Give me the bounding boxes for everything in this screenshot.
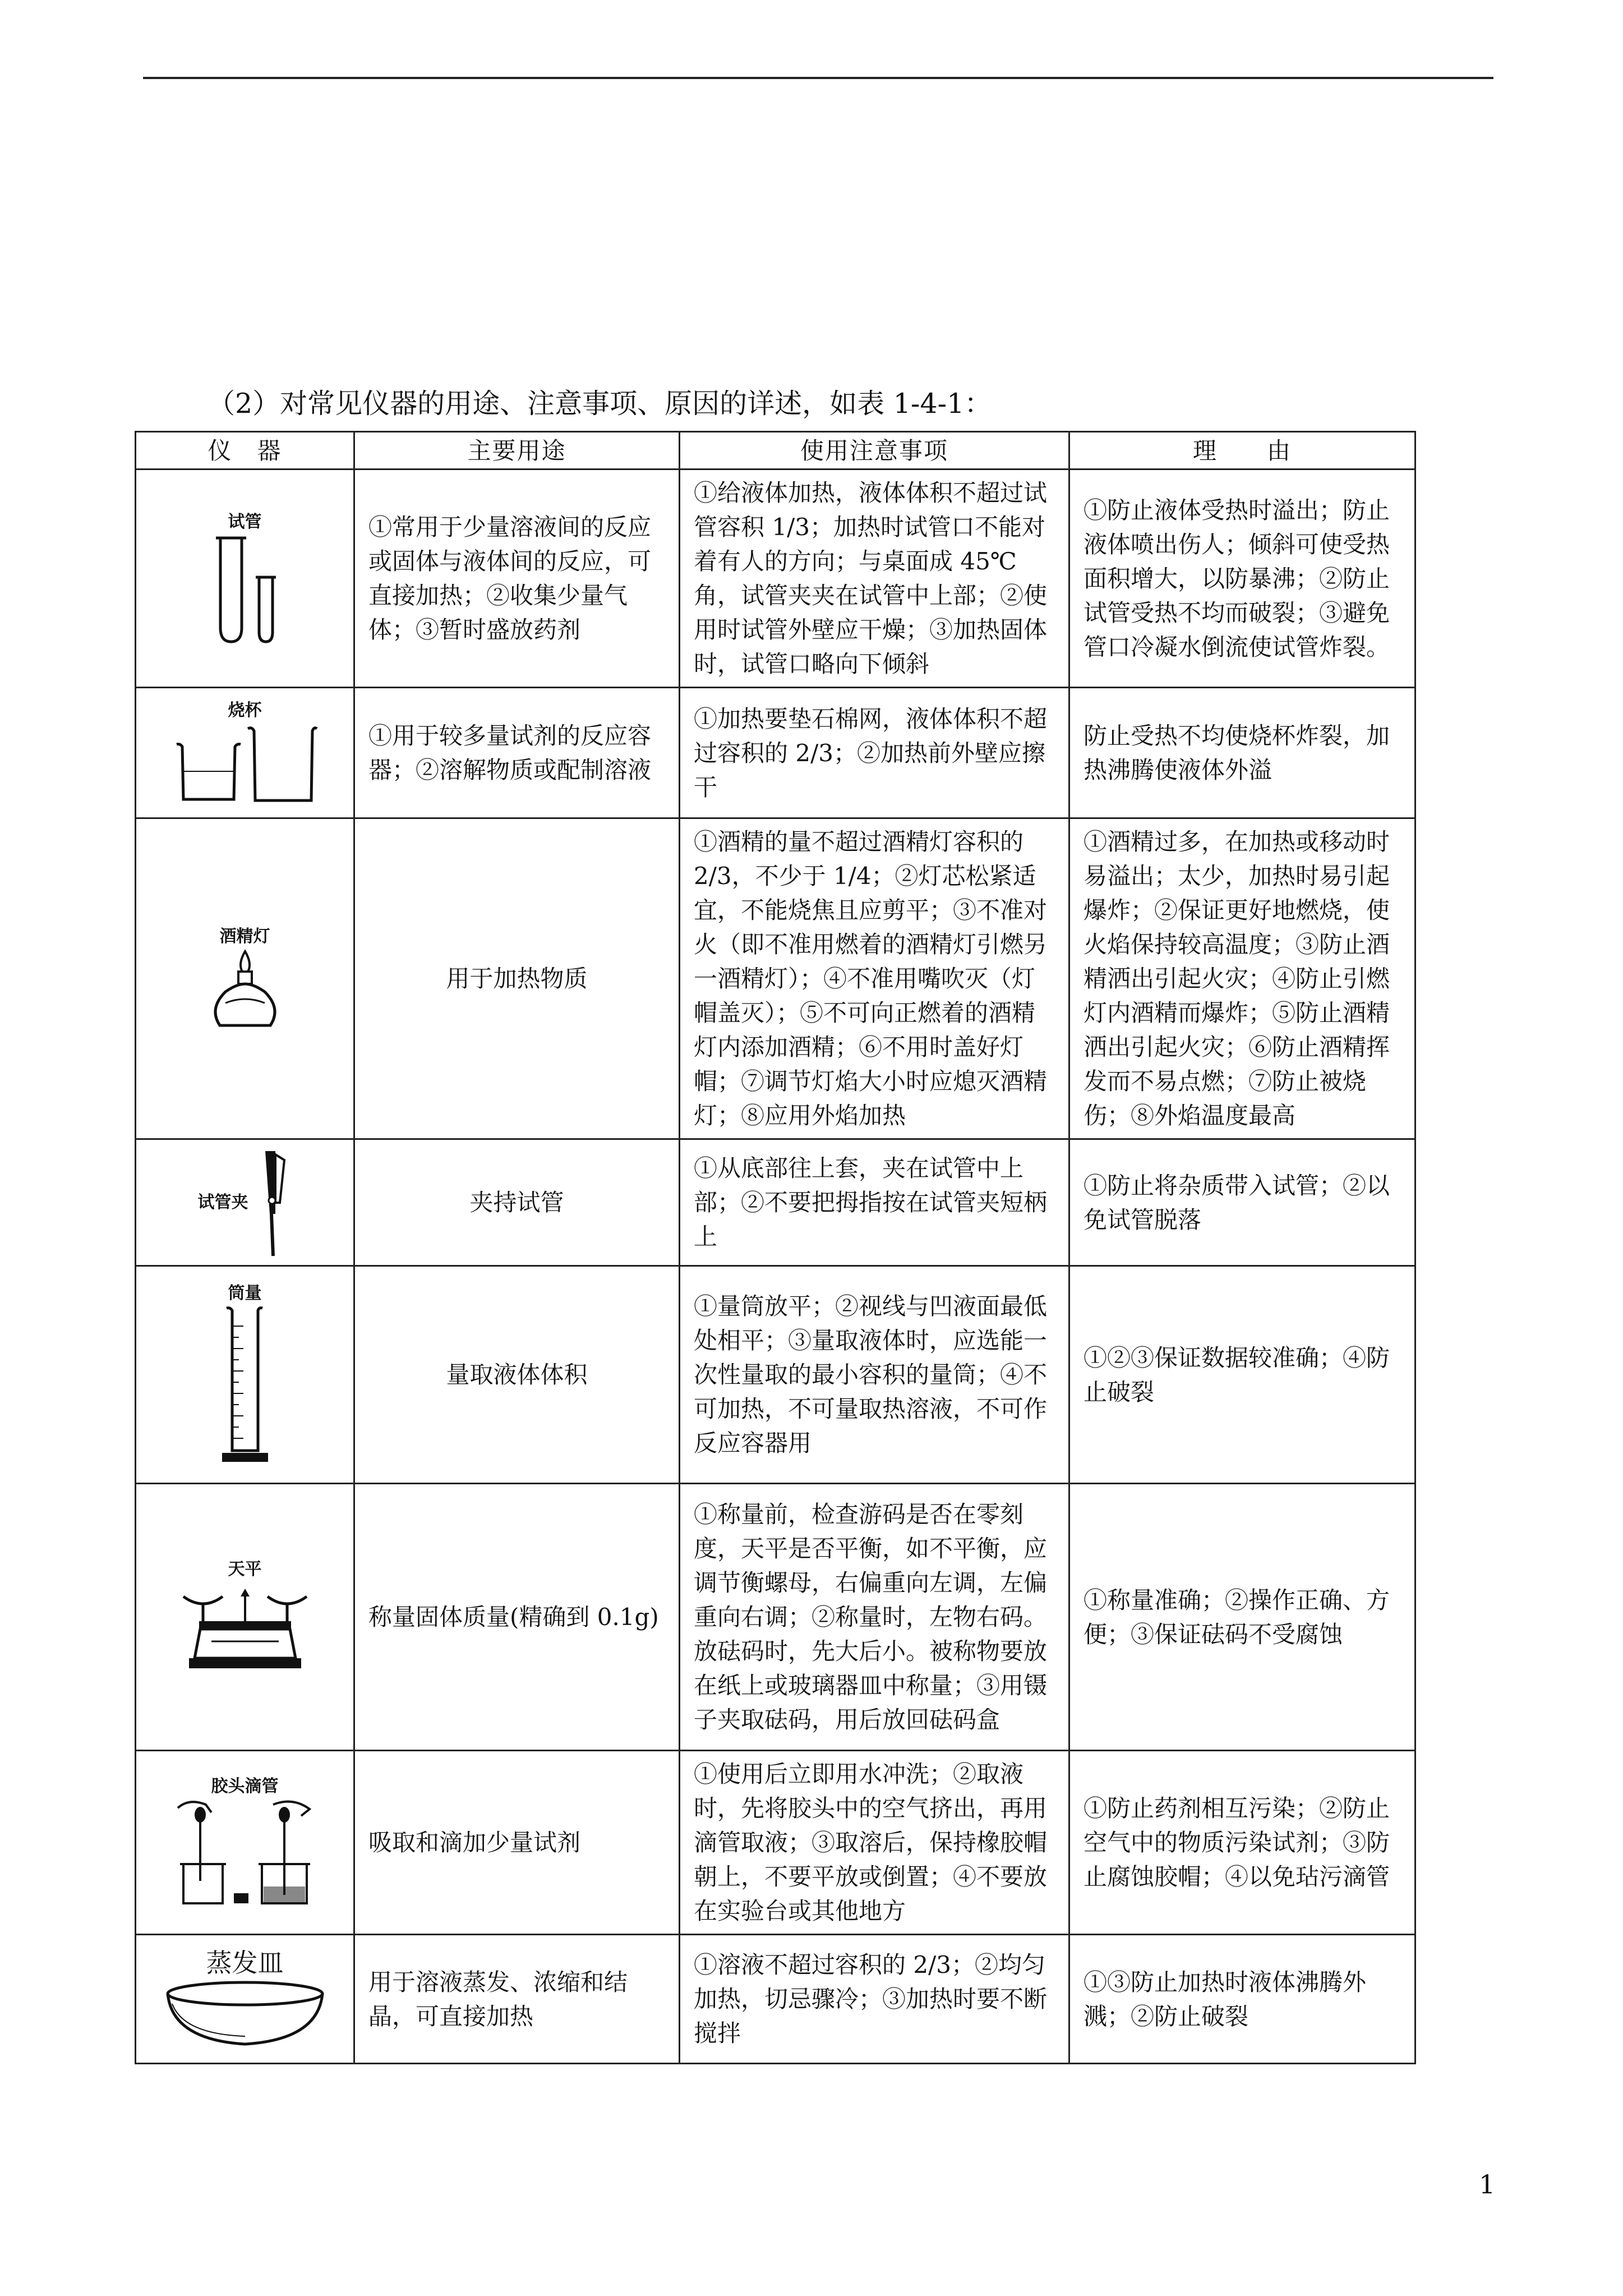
reason-cell: ①③防止加热时液体沸腾外溅；②防止破裂 xyxy=(1069,1935,1415,2064)
page-number: 1 xyxy=(1479,2169,1496,2200)
table-row xyxy=(136,688,1415,818)
instrument-cell xyxy=(136,1935,354,2064)
instrument-name: 筒量 xyxy=(228,1283,262,1303)
notes-cell: ①给液体加热，液体体积不超过试管容积 1/3；加热时试管口不能对着有人的方向；与桌面成 45℃角，试管夹夹在试管中上部；②使用时试管外壁应干燥；③加热固体时，试管口略向下倾斜 xyxy=(680,470,1069,688)
reason-cell: ①防止液体受热时溢出；防止液体喷出伤人；倾斜可使受热面积增大，以防暴沸；②防止试管受热不均而破裂；③避免管口冷凝水倒流使试管炸裂。 xyxy=(1069,470,1415,688)
table-header-row xyxy=(136,432,1415,470)
reason-cell: ①酒精过多，在加热或移动时易溢出；太少，加热时易引起爆炸；②保证更好地燃烧，使火焰保持较高温度；③防止酒精洒出引起火灾；④防止引燃灯内酒精而爆炸；⑤防止酒精洒出引起火灾；⑥防止酒精挥发而不易点燃；⑦防止被烧伤；⑧外焰温度最高 xyxy=(1069,818,1415,1139)
instrument-cell xyxy=(136,1484,354,1751)
dropper-icon xyxy=(172,1797,318,1909)
use-cell: 用于加热物质 xyxy=(354,818,680,1139)
table-row xyxy=(136,1751,1415,1935)
use-cell: 夹持试管 xyxy=(354,1139,680,1266)
header-rule xyxy=(143,77,1493,79)
tube-holder-icon xyxy=(253,1147,292,1259)
header-reason: 理 由 xyxy=(1069,432,1415,470)
notes-cell: ①酒精的量不超过酒精灯容积的 2/3，不少于 1/4；②灯芯松紧适宜，不能烧焦且应剪平；③不准对火（即不准用燃着的酒精灯引燃另一酒精灯）；④不准用嘴吹灭（灯帽盖灭）；⑤不可向正燃着的酒精灯内添加酒精；⑥不用时盖好灯帽；⑦调节灯焰大小时应熄灭酒精灯；⑧应用外焰加热 xyxy=(680,818,1069,1139)
reason-cell: ①防止将杂质带入试管；②以免试管脱落 xyxy=(1069,1139,1415,1266)
reason-cell: ①②③保证数据较准确；④防止破裂 xyxy=(1069,1266,1415,1484)
notes-cell: ①加热要垫石棉网，液体体积不超过容积的 2/3；②加热前外壁应擦干 xyxy=(680,688,1069,818)
use-cell: ①常用于少量溶液间的反应或固体与液体间的反应，可直接加热；②收集少量气体；③暂时盛放药剂 xyxy=(354,470,680,688)
instrument-cell xyxy=(136,1139,354,1266)
use-cell: 量取液体体积 xyxy=(354,1266,680,1484)
instrument-cell xyxy=(136,1266,354,1484)
instrument-table xyxy=(135,431,1416,2064)
table-row xyxy=(136,1266,1415,1484)
table-row xyxy=(136,1139,1415,1266)
use-cell: ①用于较多量试剂的反应容器；②溶解物质或配制溶液 xyxy=(354,688,680,818)
balance-icon xyxy=(178,1580,312,1675)
test-tube-icon xyxy=(206,532,284,645)
graduated-cylinder-icon xyxy=(214,1304,276,1466)
notes-cell: ①从底部往上套，夹在试管中上部；②不要把拇指按在试管夹短柄上 xyxy=(680,1139,1069,1266)
notes-cell: ①溶液不超过容积的 2/3；②均匀加热，切忌骤冷；③加热时要不断搅拌 xyxy=(680,1935,1069,2064)
table-row xyxy=(136,1484,1415,1751)
table-row xyxy=(136,1935,1415,2064)
instrument-cell xyxy=(136,470,354,688)
use-cell: 用于溶液蒸发、浓缩和结晶，可直接加热 xyxy=(354,1935,680,2064)
table-caption: （2）对常见仪器的用途、注意事项、原因的详述，如表 1-4-1： xyxy=(208,388,992,420)
instrument-name: 蒸发皿 xyxy=(206,1947,284,1978)
beaker-icon xyxy=(172,721,318,805)
instrument-name: 试管 xyxy=(228,512,262,532)
table-row xyxy=(136,470,1415,688)
instrument-name: 试管夹 xyxy=(197,1192,248,1212)
reason-cell: 防止受热不均使烧杯炸裂，加热沸腾使液体外溢 xyxy=(1069,688,1415,818)
instrument-cell xyxy=(136,818,354,1139)
reason-cell: ①防止药剂相互污染；②防止空气中的物质污染试剂；③防止腐蚀胶帽；④以免玷污滴管 xyxy=(1069,1751,1415,1935)
header-instrument: 仪 器 xyxy=(136,432,354,470)
header-notes: 使用注意事项 xyxy=(680,432,1069,470)
table-row xyxy=(136,818,1415,1139)
alcohol-lamp-icon xyxy=(203,947,287,1031)
instrument-name: 烧杯 xyxy=(228,701,262,720)
instrument-name: 天平 xyxy=(228,1559,262,1579)
instrument-cell xyxy=(136,1751,354,1935)
instrument-cell xyxy=(136,688,354,818)
notes-cell: ①量筒放平；②视线与凹液面最低处相平；③量取液体时，应选能一次性量取的最小容积的量筒；④不可加热，不可量取热溶液，不可作反应容器用 xyxy=(680,1266,1069,1484)
notes-cell: ①使用后立即用水冲洗；②取液时，先将胶头中的空气挤出，再用滴管取液；③取溶后，保持橡胶帽朝上，不要平放或倒置；④不要放在实验台或其他地方 xyxy=(680,1751,1069,1935)
reason-cell: ①称量准确；②操作正确、方便；③保证砝码不受腐蚀 xyxy=(1069,1484,1415,1751)
use-cell: 吸取和滴加少量试剂 xyxy=(354,1751,680,1935)
instrument-name: 胶头滴管 xyxy=(211,1776,279,1796)
notes-cell: ①称量前，检查游码是否在零刻度，天平是否平衡，如不平衡，应调节衡螺母，右偏重向左调，左偏重向右调；②称量时，左物右码。放砝码时，先大后小。被称物要放在纸上或玻璃器皿中称量；③用镊子夹取砝码，用后放回砝码盒 xyxy=(680,1484,1069,1751)
instrument-name: 酒精灯 xyxy=(219,926,270,946)
evaporating-dish-icon xyxy=(161,1978,329,2051)
use-cell: 称量固体质量(精确到 0.1g) xyxy=(354,1484,680,1751)
header-main-use: 主要用途 xyxy=(354,432,680,470)
